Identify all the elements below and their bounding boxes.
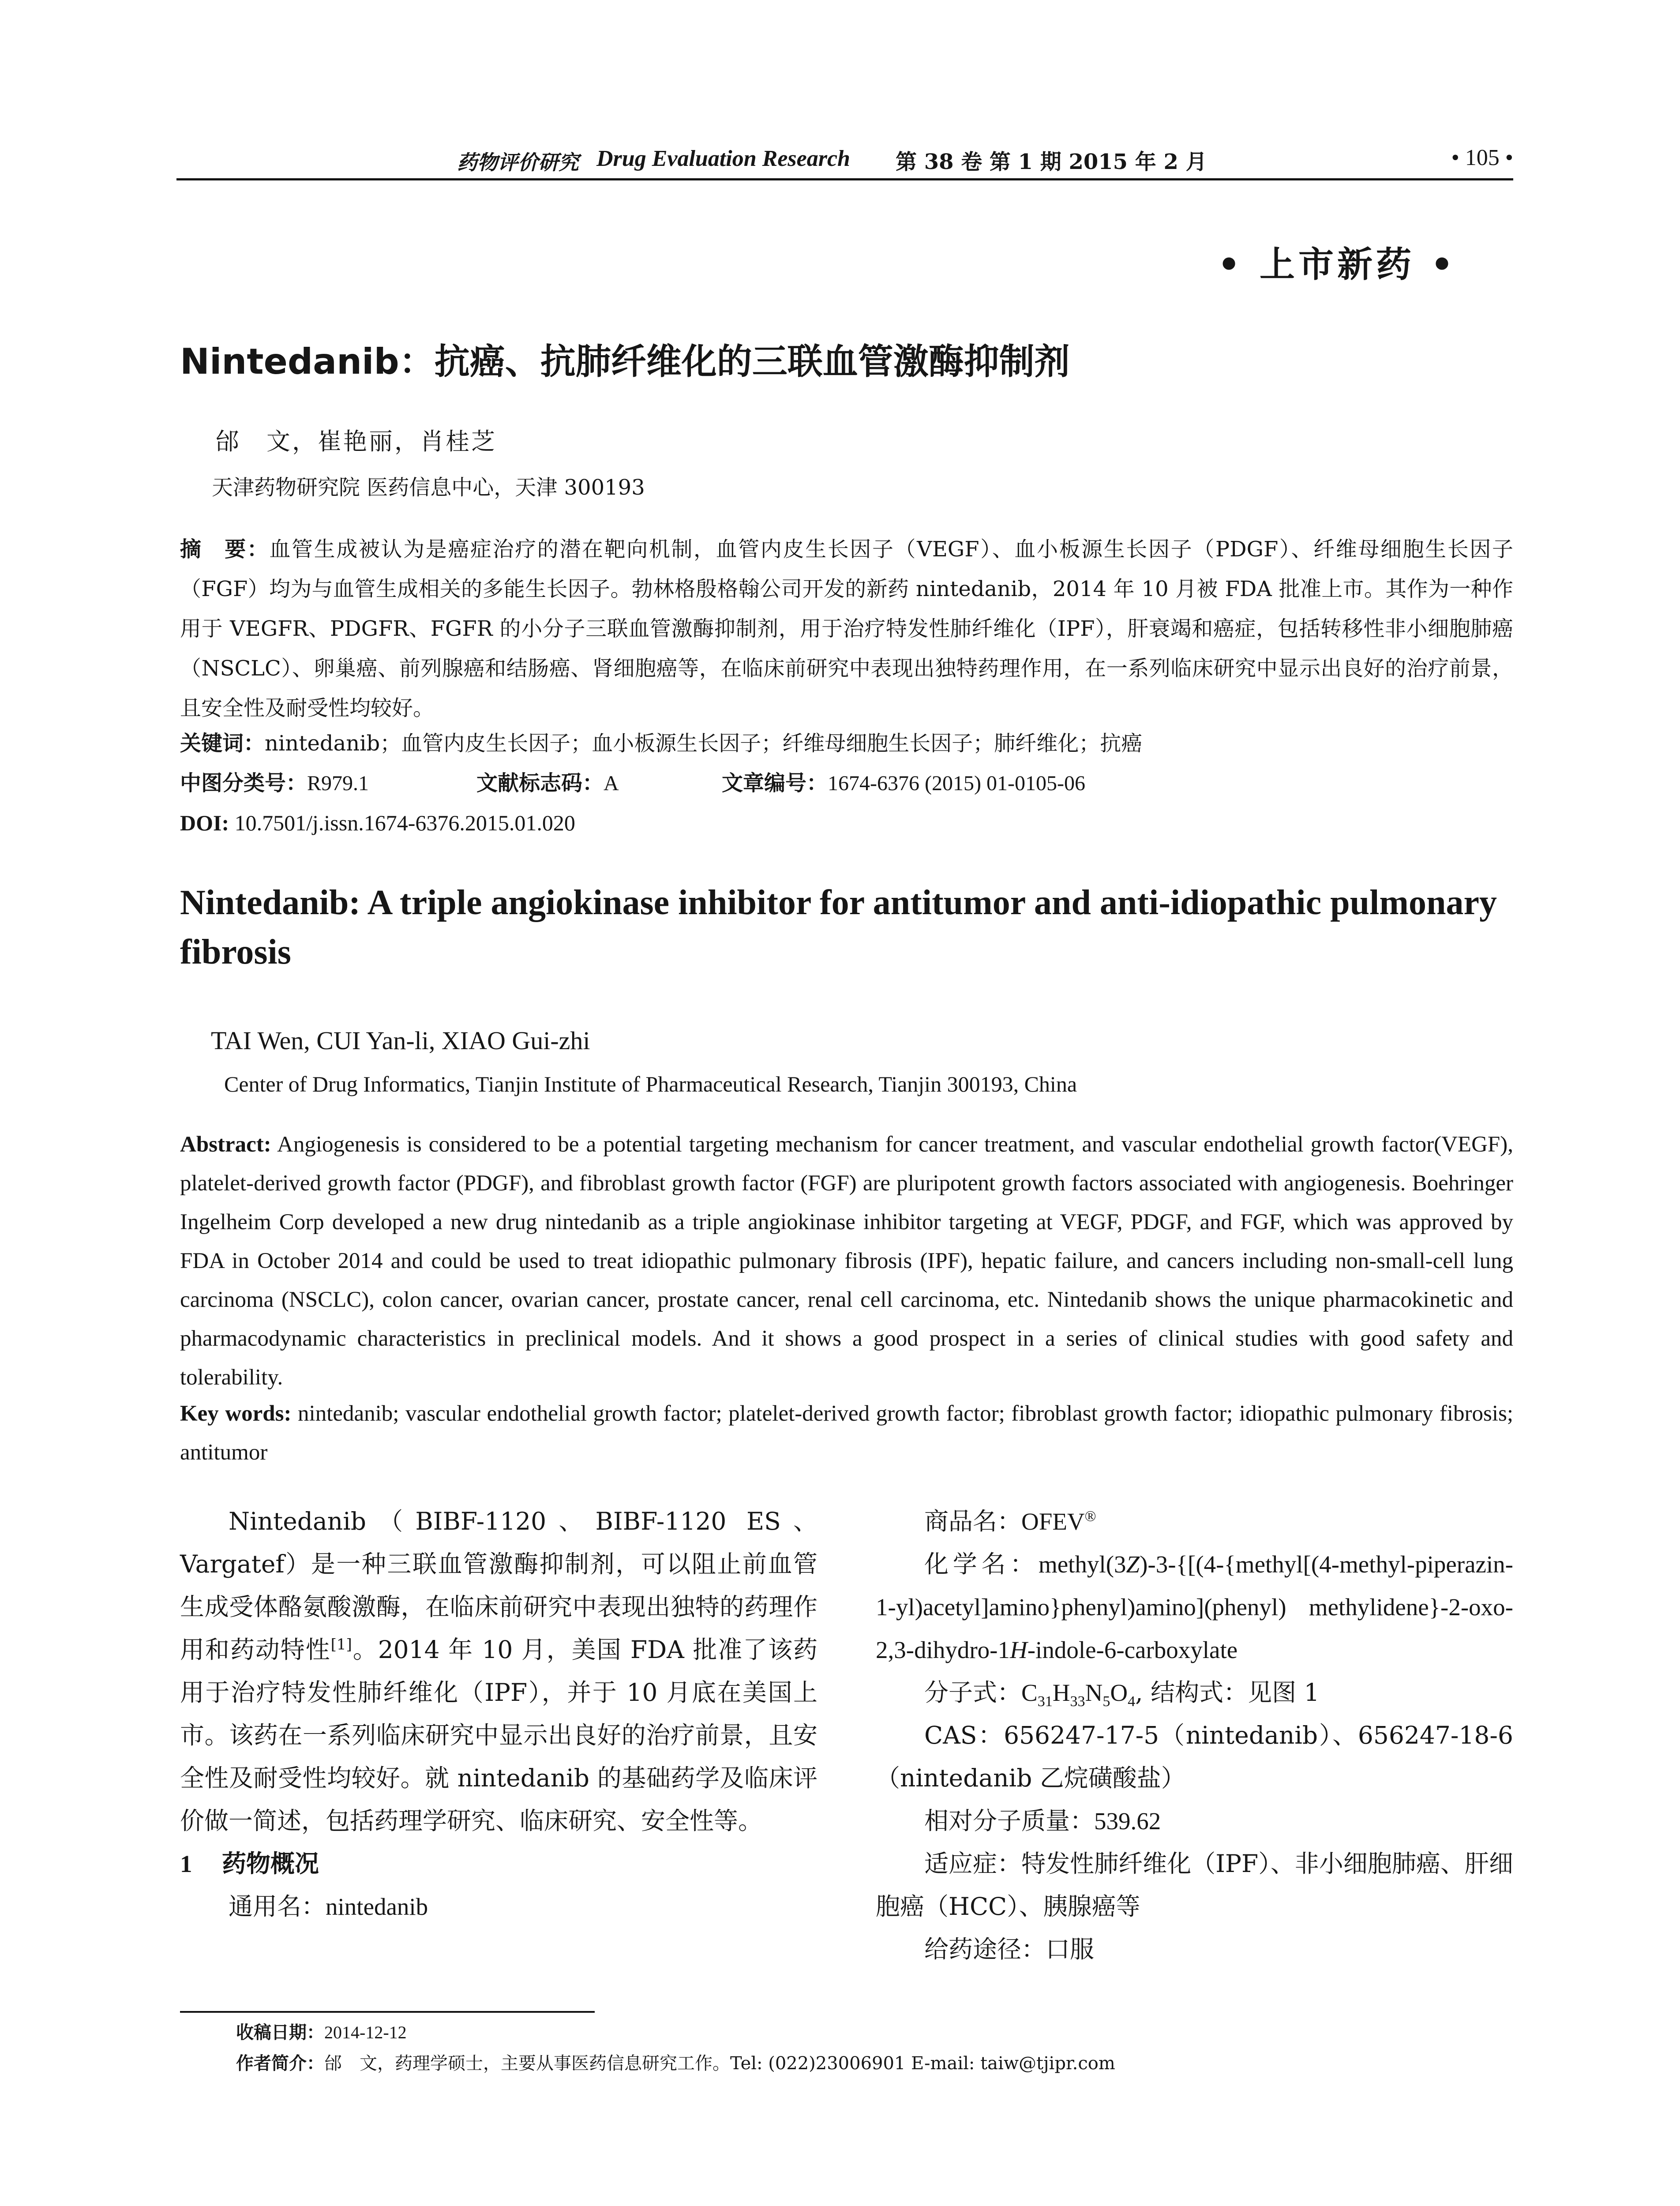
journal-issue: 第 38 卷 第 1 期 2015 年 2 月 <box>896 150 1207 174</box>
keywords-cn-label: 关键词： <box>180 731 265 756</box>
page-number: • 105 • <box>1451 145 1513 170</box>
formula-label: 分子式： <box>924 1678 1022 1707</box>
intro-paragraph <box>180 1500 818 1842</box>
trade-name-label: 商品名： <box>924 1507 1022 1535</box>
article-number-label: 文章编号： <box>722 771 828 795</box>
keywords-en-label: Key words: <box>180 1401 292 1426</box>
formula-h: H <box>1052 1679 1070 1706</box>
formula-o: O <box>1110 1679 1128 1706</box>
abstract-cn-label: 摘 要： <box>180 537 270 562</box>
intro-text-1: Nintedanib（BIBF-1120、BIBF-1120 ES、Vargatef）是一种三联血管激酶抑制剂，可以阻止前血管生成受体酪氨酸激酶，在临床前研究中表现出独特的药理作用和药动特性 <box>180 1507 818 1664</box>
document-code-label: 文献标志码： <box>476 771 604 795</box>
route-value: 口服 <box>1046 1935 1095 1963</box>
doi <box>180 803 575 843</box>
body-column-left <box>180 1500 818 1928</box>
authors-en: TAI Wen, CUI Yan-li, XIAO Gui-zhi <box>211 1026 590 1055</box>
indications-value: 特发性肺纤维化（IPF）、非小细胞肺癌、肝细胞癌（HCC）、胰腺癌等 <box>876 1850 1513 1921</box>
authors-cn: 邰 文，崔艳丽，肖桂芝 <box>215 428 497 455</box>
classification-row <box>180 763 1513 803</box>
chemical-name-part-c: -indole-6-carboxylate <box>1027 1636 1238 1663</box>
chemical-name-part-a: methyl(3 <box>1038 1551 1126 1578</box>
abstract-en-label: Abstract: <box>180 1132 271 1157</box>
trade-name-value: OFEV <box>1021 1508 1085 1535</box>
received-date-value: 2014-12-12 <box>324 2022 407 2042</box>
title-cn: Nintedanib：抗癌、抗肺纤维化的三联血管激酶抑制剂 <box>180 341 1070 382</box>
formula-c-count: 31 <box>1037 1693 1053 1710</box>
abstract-en <box>180 1125 1513 1397</box>
route-label: 给药途径： <box>924 1935 1046 1963</box>
generic-name-label: 通用名： <box>229 1892 326 1921</box>
structure-note: , 结构式：见图 1 <box>1135 1678 1320 1707</box>
article-number-value: 1674-6376 (2015) 01-0105-06 <box>828 772 1085 795</box>
chemical-name-part-b: )-3-{[(4-{methyl[(4-methyl-piperazin-1-yl)acetyl]amino}phenyl)amino](phenyl) methylidene}-2-oxo-2,3-dihydro-1 <box>876 1551 1513 1663</box>
chemical-name <box>876 1543 1513 1671</box>
intro-text-2: 。2014 年 10 月，美国 FDA 批准了该药用于治疗特发性肺纤维化（IPF），并于 10 月底在美国上市。该药在一系列临床研究中显示出良好的治疗前景，且安全性及耐受性均较好。就 nintedanib 的基础药学及临床评价做一简述，包括药理学研究、临床研究、安全性等。 <box>180 1636 818 1835</box>
registered-mark: ® <box>1084 1508 1096 1525</box>
footnote-rule <box>180 2011 595 2013</box>
affiliation-en: Center of Drug Informatics, Tianjin Institute of Pharmaceutical Research, Tianjin 300193, China <box>224 1072 1077 1096</box>
footnote-received-date <box>236 2018 407 2044</box>
header-rule <box>176 178 1513 180</box>
running-header <box>176 140 1513 180</box>
keywords-cn <box>180 724 1513 763</box>
journal-name-en: Drug Evaluation Research <box>596 146 850 171</box>
keywords-en-text: nintedanib; vascular endothelial growth factor; platelet-derived growth factor; fibroblast growth factor; idiopathic pulmonary fibrosis; antitumor <box>180 1401 1514 1465</box>
formula-h-count: 33 <box>1070 1693 1085 1710</box>
abstract-cn-text: 血管生成被认为是癌症治疗的潜在靶向机制，血管内皮生长因子（VEGF）、血小板源生长因子（PDGF）、纤维母细胞生长因子（FGF）均为与血管生成相关的多能生长因子。勃林格殷格翰公司开发的新药 nintedanib，2014 年 10 月被 FDA 批准上市。其作为一种作用于 VEGFR、PDGFR、FGFR 的小分子三联血管激酶抑制剂，用于治疗特发性肺纤维化（IPF），肝衰竭和癌症，包括转移性非小细胞肺癌（NSCLC）、卵巢癌、前列腺癌和结肠癌、肾细胞癌等，在临床前研究中表现出独特药理作用，在一系列临床研究中显示出良好的治疗前景，且安全性及耐受性均较好。 <box>180 537 1513 720</box>
cas-number <box>876 1714 1513 1800</box>
abstract-en-text: Angiogenesis is considered to be a potential targeting mechanism for cancer treatment, and vascular endothelial growth factor(VEGF), platelet-derived growth factor (PDGF), and fibroblast growth factor (FGF) are pluripotent growth factors associated with angiogenesis. Boehringer Ingelheim Corp developed a new drug nintedanib as a triple angiokinase inhibitor targeting at VEGF, PDGF, and FGF, which was approved by FDA in October 2014 and could be used to treat idiopathic pulmonary fibrosis (IPF), hepatic failure, and cancers including non-small-cell lung carcinoma (NSCLC), colon cancer, ovarian cancer, prostate cancer, renal cell carcinoma, etc. Nintedanib shows the unique pharmacokinetic and pharmacodynamic characteristics in preclinical models. And it shows a good prospect in a series of clinical studies with good safety and tolerability. <box>180 1132 1513 1390</box>
received-date-label: 收稿日期： <box>236 2022 324 2043</box>
section-number: 1 <box>180 1850 192 1877</box>
molecular-weight-value: 539.62 <box>1094 1808 1161 1835</box>
author-bio-value: 邰 文，药理学硕士，主要从事医药信息研究工作。Tel: (022)23006901 E-mail: taiw@tjipr.com <box>324 2053 1115 2074</box>
article-number <box>722 763 1085 803</box>
indications-label: 适应症： <box>924 1850 1022 1878</box>
affiliation-cn: 天津药物研究院 医药信息中心，天津 300193 <box>212 475 645 500</box>
clc-number <box>180 763 369 803</box>
body-column-right <box>876 1500 1513 1971</box>
keywords-en <box>180 1394 1513 1472</box>
cas-value: 656247-17-5（nintedanib）、656247-18-6（nintedanib 乙烷磺酸盐） <box>876 1721 1513 1792</box>
doi-value: 10.7501/j.issn.1674-6376.2015.01.020 <box>234 810 575 835</box>
document-code-value: A <box>604 772 619 795</box>
formula-n: N <box>1085 1679 1103 1706</box>
clc-label: 中图分类号： <box>180 771 308 795</box>
cas-label: CAS： <box>924 1721 1004 1749</box>
formula-n-count: 5 <box>1102 1693 1110 1710</box>
abstract-cn <box>180 529 1513 728</box>
administration-route <box>876 1928 1513 1971</box>
trade-name <box>876 1500 1513 1543</box>
formula-o-count: 4 <box>1128 1693 1136 1710</box>
clc-value: R979.1 <box>307 772 369 795</box>
generic-name-value: nintedanib <box>326 1893 428 1920</box>
formula-c: C <box>1021 1679 1038 1706</box>
doi-label: DOI: <box>180 810 229 835</box>
molecular-weight-label: 相对分子质量： <box>924 1807 1095 1835</box>
citation-ref: [1] <box>330 1636 352 1654</box>
section-heading <box>180 1842 818 1885</box>
molecular-formula <box>876 1671 1513 1714</box>
chemical-name-h: H <box>1009 1636 1028 1663</box>
author-bio-label: 作者简介： <box>236 2053 324 2074</box>
chemical-name-label: 化学名： <box>924 1550 1039 1578</box>
generic-name <box>180 1885 818 1928</box>
chemical-name-z: Z <box>1126 1551 1140 1578</box>
column-tag: • 上市新药 • <box>1218 244 1457 285</box>
indications <box>876 1842 1513 1928</box>
footnote-author-bio <box>236 2049 1115 2075</box>
journal-logo: 药物评价研究 <box>457 150 579 174</box>
molecular-weight <box>876 1800 1513 1842</box>
document-code <box>476 763 619 803</box>
keywords-cn-text: nintedanib；血管内皮生长因子；血小板源生长因子；纤维母细胞生长因子；肺纤维化；抗癌 <box>265 731 1143 756</box>
title-en: Nintedanib: A triple angiokinase inhibitor for antitumor and anti-idiopathic pulmonary fibrosis <box>180 883 1497 972</box>
section-title: 药物概况 <box>222 1850 319 1878</box>
